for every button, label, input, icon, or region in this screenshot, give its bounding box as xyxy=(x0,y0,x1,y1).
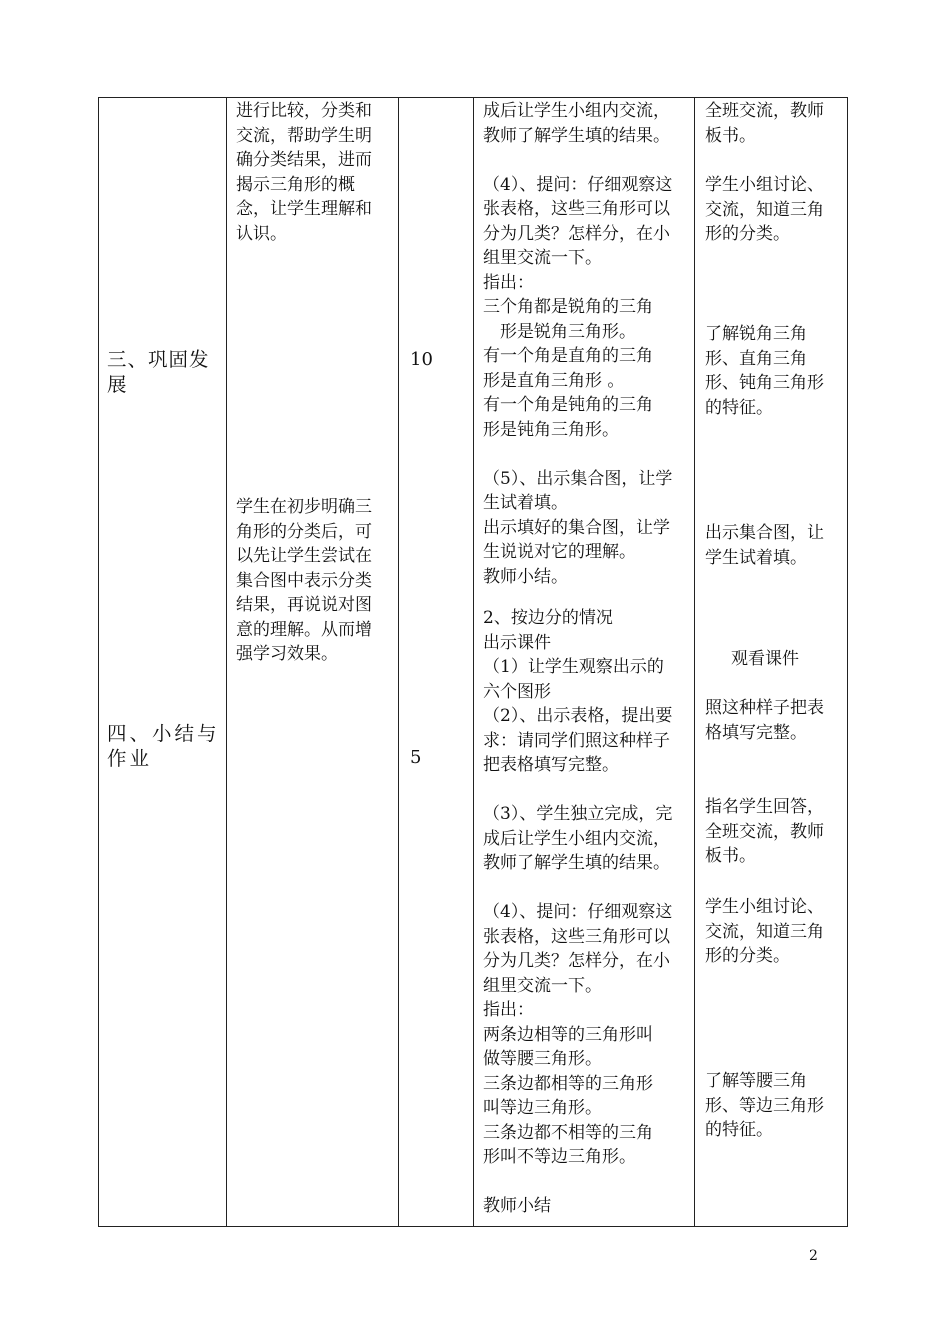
text-line: （4）、提问：仔细观察这 xyxy=(483,174,673,195)
text-line: 形是锐角三角形。 xyxy=(483,321,636,342)
text-line: 生试着填。 xyxy=(483,493,568,513)
text-line: 以先让学生尝试在 xyxy=(236,546,372,566)
text-line: 六个图形 xyxy=(483,681,551,702)
text-line: 把表格填写完整。 xyxy=(483,755,619,775)
text-line: 认识。 xyxy=(236,223,287,244)
text-line: 的特征。 xyxy=(705,1120,773,1140)
text-line: 念，让学生理解和 xyxy=(236,199,372,219)
design-intent-cell xyxy=(236,99,372,246)
text-line: 了解等腰三角 xyxy=(705,1071,807,1091)
text-line: 求：请同学们照这种样子 xyxy=(483,730,670,751)
table-column-divider xyxy=(473,97,474,1227)
text-line: 三条边都不相等的三角 xyxy=(483,1122,653,1143)
minutes-cell: 10 xyxy=(410,349,433,370)
text-line: 出示课件 xyxy=(483,632,551,653)
text-line xyxy=(483,876,672,901)
page-number: 2 xyxy=(809,1248,818,1264)
text-line: 教师了解学生填的结果。 xyxy=(483,125,670,146)
text-line: 全班交流，教师 xyxy=(705,821,824,842)
text-line: 了解锐角三角 xyxy=(705,324,807,344)
text-line: 指出： xyxy=(483,272,534,293)
text-line: 强学习效果。 xyxy=(236,644,338,664)
text-line: 有一个角是钝角的三角 xyxy=(483,395,653,415)
text-line: 观看课件 xyxy=(731,649,799,669)
text-line: 教师了解学生填的结果。 xyxy=(483,853,670,873)
text-line: （1）让学生观察出示的 xyxy=(483,657,664,677)
text-line: 生说说对它的理解。 xyxy=(483,542,636,562)
student-activity-cell xyxy=(705,99,824,148)
text-line: 形、直角三角 xyxy=(705,348,807,369)
teacher-activity-cell xyxy=(483,99,672,589)
stage-cell xyxy=(107,721,222,771)
text-line: 格填写完整。 xyxy=(705,722,807,743)
student-activity-cell xyxy=(705,696,824,745)
text-line: （2）、出示表格，提出要 xyxy=(483,706,673,726)
text-line: 成后让学生小组内交流， xyxy=(483,101,670,121)
text-line: 张表格，这些三角形可以 xyxy=(483,199,670,219)
text-line: 学生试着填。 xyxy=(705,547,807,568)
text-line: 意的理解。从而增 xyxy=(236,619,372,640)
text-line: 有一个角是直角的三角 xyxy=(483,346,653,366)
text-line: 成后让学生小组内交流， xyxy=(483,828,670,849)
text-line: 交流，知道三角 xyxy=(705,921,824,942)
stage-label-consolidate: 三、巩固发展 xyxy=(107,348,210,396)
text-line: 学生在初步明确三 xyxy=(236,497,372,517)
text-line xyxy=(483,148,672,173)
text-line: 交流，知道三角 xyxy=(705,199,824,220)
text-line xyxy=(483,1170,672,1195)
text-line: 全班交流，教师 xyxy=(705,101,824,121)
text-line: 形、钝角三角形 xyxy=(705,373,824,393)
stage-cell xyxy=(107,347,222,397)
text-line: 分为几类？怎样分，在小 xyxy=(483,223,670,244)
text-line: 交流，帮助学生明 xyxy=(236,125,372,146)
text-line: （3）、学生独立完成，完 xyxy=(483,804,673,824)
text-line: 形是直角三角形 。 xyxy=(483,370,625,391)
table-column-divider xyxy=(694,97,695,1227)
text-line: 形是钝角三角形。 xyxy=(483,419,619,440)
text-line: 出示集合图，让 xyxy=(705,523,824,543)
text-line: 确分类结果，进而 xyxy=(236,150,372,170)
text-line: 叫等边三角形。 xyxy=(483,1098,602,1118)
text-line: 出示填好的集合图，让学 xyxy=(483,517,670,538)
stage-label-summary: 四、小结与作业 xyxy=(107,722,220,770)
design-intent-cell xyxy=(236,495,372,667)
student-activity-cell xyxy=(705,895,824,969)
student-activity-cell xyxy=(705,322,824,420)
table-column-divider xyxy=(226,97,227,1227)
student-activity-cell xyxy=(731,647,799,672)
text-line: 三个角都是锐角的三角 xyxy=(483,297,653,317)
table-column-divider xyxy=(398,97,399,1227)
student-activity-cell xyxy=(705,521,824,570)
teacher-activity-cell xyxy=(483,606,672,1219)
text-line xyxy=(483,778,672,803)
text-line: 2、按边分的情况 xyxy=(483,608,613,628)
text-line: 指出： xyxy=(483,1000,534,1020)
text-line: 指名学生回答， xyxy=(705,797,824,817)
text-line: 学生小组讨论、 xyxy=(705,175,824,195)
text-line: 角形的分类后，可 xyxy=(236,521,372,542)
text-line: 两条边相等的三角形叫 xyxy=(483,1024,653,1045)
text-line: 形、等边三角形 xyxy=(705,1095,824,1116)
text-line: 形叫不等边三角形。 xyxy=(483,1147,636,1167)
text-line: 板书。 xyxy=(705,846,756,866)
student-activity-cell xyxy=(705,795,824,869)
text-line: （5）、出示集合图，让学 xyxy=(483,468,673,489)
text-line: 进行比较，分类和 xyxy=(236,101,372,121)
text-line: 张表格，这些三角形可以 xyxy=(483,926,670,947)
text-line: 教师小结 xyxy=(483,1196,551,1216)
text-line: 分为几类？怎样分，在小 xyxy=(483,951,670,971)
text-line: 组里交流一下。 xyxy=(483,975,602,996)
text-line: 集合图中表示分类 xyxy=(236,570,372,591)
text-line: 形的分类。 xyxy=(705,946,790,966)
text-line: 学生小组讨论、 xyxy=(705,897,824,917)
text-line: 的特征。 xyxy=(705,397,773,418)
text-line: 照这种样子把表 xyxy=(705,698,824,718)
text-line: 形的分类。 xyxy=(705,224,790,244)
minutes-cell: 5 xyxy=(410,747,422,768)
text-line: 结果，再说说对图 xyxy=(236,595,372,615)
text-line: 板书。 xyxy=(705,125,756,146)
text-line: 三条边都相等的三角形 xyxy=(483,1073,653,1094)
text-line: （4）、提问：仔细观察这 xyxy=(483,902,673,922)
text-line: 揭示三角形的概 xyxy=(236,174,355,195)
text-line xyxy=(483,442,672,467)
text-line: 做等腰三角形。 xyxy=(483,1049,602,1069)
text-line: 教师小结。 xyxy=(483,566,568,587)
text-line: 组里交流一下。 xyxy=(483,248,602,268)
student-activity-cell xyxy=(705,173,824,247)
student-activity-cell xyxy=(705,1069,824,1143)
